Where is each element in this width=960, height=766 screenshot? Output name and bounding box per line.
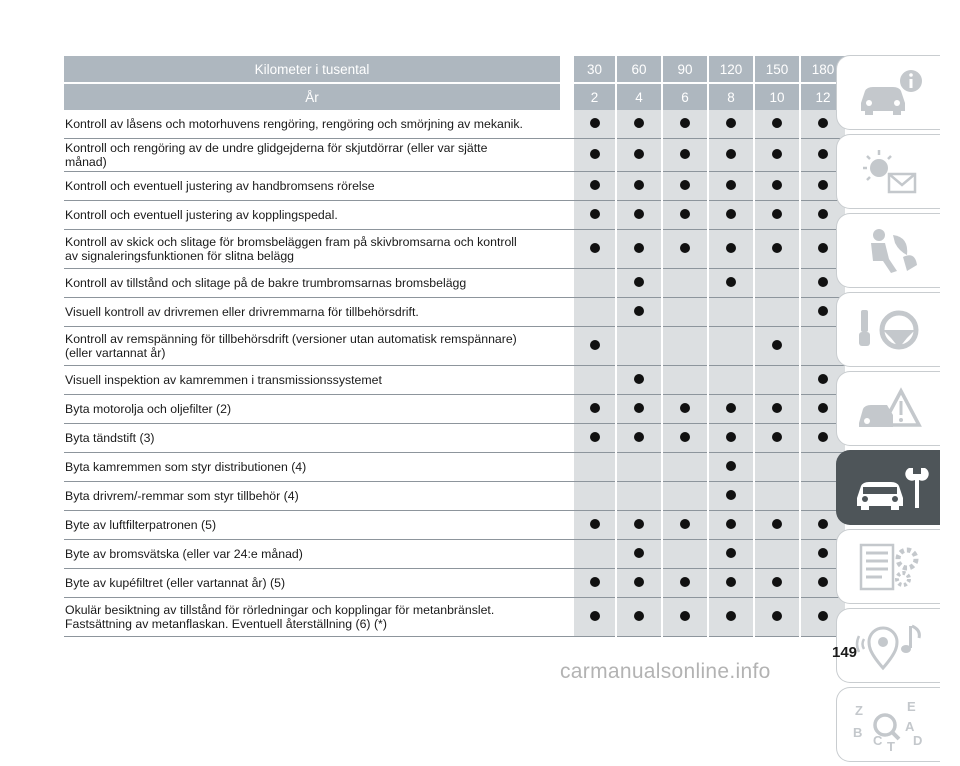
index-letter: B [852, 724, 862, 740]
service-dot [726, 432, 736, 442]
service-dot [590, 118, 600, 128]
index-letter: E [906, 698, 916, 714]
service-dot [634, 209, 644, 219]
service-dot [726, 243, 736, 253]
schedule-row-description: Byta tändstift (3) [64, 424, 560, 453]
km-value: 120 [708, 56, 754, 83]
schedule-row-description: Kontroll av remspänning för tillbehörsdrift (versioner utan automatisk remspännare) (eller vartannat år) [64, 327, 560, 366]
service-dot [772, 243, 782, 253]
schedule-row [64, 395, 845, 424]
year-value: 8 [708, 83, 754, 110]
service-dot [634, 277, 644, 287]
index-letter: T [886, 738, 895, 754]
schedule-cell [574, 453, 616, 482]
schedule-row [64, 139, 845, 172]
schedule-cell [754, 327, 800, 366]
schedule-cell [616, 366, 662, 395]
schedule-row-description: Okulär besiktning av tillstånd för rörledningar och kopplingar för metanbränslet. Fastsättning av metanflaskan. Eventuell återställning (6) (*) [64, 598, 560, 637]
sidebar-tab-index[interactable] [836, 687, 940, 762]
schedule-row [64, 110, 845, 139]
schedule-cell [574, 395, 616, 424]
schedule-cell [662, 269, 708, 298]
service-dot [680, 209, 690, 219]
sidebar-tab-lights-messages[interactable] [836, 134, 940, 209]
service-dot [726, 403, 736, 413]
schedule-cell [574, 482, 616, 511]
schedule-row [64, 569, 845, 598]
schedule-row [64, 540, 845, 569]
service-dot [634, 548, 644, 558]
schedule-row [64, 327, 845, 366]
year-value: 2 [574, 83, 616, 110]
service-dot [818, 149, 828, 159]
schedule-cell [662, 453, 708, 482]
watermark: carmanualsonline.info [560, 660, 771, 683]
schedule-row-description: Byte av kupéfiltret (eller vartannat år) (5) [64, 569, 560, 598]
service-dot [818, 403, 828, 413]
schedule-cell [574, 269, 616, 298]
service-dot [590, 340, 600, 350]
schedule-cell [574, 366, 616, 395]
schedule-cell [662, 201, 708, 230]
service-dot [772, 432, 782, 442]
media-note-icon [849, 616, 929, 676]
service-dot [726, 277, 736, 287]
index-letter: A [904, 718, 914, 734]
schedule-cell [616, 110, 662, 139]
schedule-cell [616, 298, 662, 327]
service-dot [590, 149, 600, 159]
schedule-row [64, 230, 845, 269]
service-dot [590, 519, 600, 529]
service-dot [818, 519, 828, 529]
service-dot [772, 118, 782, 128]
service-dot [772, 519, 782, 529]
schedule-row [64, 366, 845, 395]
schedule-cell [574, 139, 616, 172]
schedule-cell [574, 327, 616, 366]
schedule-row-description: Kontroll av skick och slitage för bromsbeläggen fram på skivbromsarna och kontroll av signaleringsfunktionen för slitna belägg [64, 230, 560, 269]
schedule-cell [662, 424, 708, 453]
schedule-cell [708, 453, 754, 482]
header-row-kilometers [64, 56, 845, 83]
km-value: 180 [800, 56, 845, 83]
key-steering-wheel-icon [849, 300, 929, 360]
schedule-cell [662, 366, 708, 395]
schedule-row-description: Byta motorolja och oljefilter (2) [64, 395, 560, 424]
schedule-row-description: Kontroll och eventuell justering av kopplingspedal. [64, 201, 560, 230]
service-dot [818, 306, 828, 316]
service-dot [772, 403, 782, 413]
service-dot [818, 577, 828, 587]
service-dot [772, 180, 782, 190]
service-dot [726, 519, 736, 529]
service-dot [680, 243, 690, 253]
schedule-cell [754, 172, 800, 201]
service-dot [590, 180, 600, 190]
service-dot [772, 149, 782, 159]
service-dot [726, 611, 736, 621]
years-label: År [64, 83, 560, 110]
km-value: 150 [754, 56, 800, 83]
schedule-cell [616, 172, 662, 201]
schedule-cell [754, 110, 800, 139]
km-value: 90 [662, 56, 708, 83]
service-dot [634, 403, 644, 413]
service-dot [818, 548, 828, 558]
service-dot [818, 374, 828, 384]
schedule-cell [616, 327, 662, 366]
schedule-row-description: Kontroll och rengöring av de undre glidgejderna för skjutdörrar (eller var sjätte månad) [64, 139, 560, 172]
service-dot [634, 374, 644, 384]
schedule-cell [616, 269, 662, 298]
service-dot [772, 209, 782, 219]
schedule-cell [616, 540, 662, 569]
index-letter: C [872, 732, 882, 748]
schedule-row [64, 453, 845, 482]
service-dot [634, 432, 644, 442]
schedule-cell [708, 598, 754, 637]
schedule-cell [708, 424, 754, 453]
schedule-row-description: Byta drivrem/-remmar som styr tillbehör (4) [64, 482, 560, 511]
schedule-cell [754, 139, 800, 172]
service-dot [590, 243, 600, 253]
schedule-cell [616, 230, 662, 269]
schedule-row [64, 482, 845, 511]
schedule-cell [708, 511, 754, 540]
service-dot [634, 306, 644, 316]
schedule-cell [574, 230, 616, 269]
schedule-row [64, 172, 845, 201]
service-dot [818, 277, 828, 287]
schedule-cell [754, 230, 800, 269]
service-dot [634, 243, 644, 253]
schedule-cell [574, 201, 616, 230]
service-dot [680, 149, 690, 159]
airbag-passenger-icon [849, 221, 929, 281]
schedule-cell [754, 366, 800, 395]
schedule-cell [708, 139, 754, 172]
maintenance-schedule-table [64, 56, 845, 637]
schedule-cell [616, 453, 662, 482]
schedule-cell [662, 482, 708, 511]
schedule-row [64, 269, 845, 298]
schedule-cell [708, 482, 754, 511]
service-dot [726, 577, 736, 587]
schedule-cell [616, 424, 662, 453]
km-value: 60 [616, 56, 662, 83]
schedule-cell [616, 598, 662, 637]
schedule-row [64, 201, 845, 230]
schedule-cell [616, 569, 662, 598]
schedule-row-description: Kontroll av tillstånd och slitage på de bakre trumbromsarnas bromsbelägg [64, 269, 560, 298]
schedule-row [64, 298, 845, 327]
schedule-cell [708, 230, 754, 269]
service-dot [818, 611, 828, 621]
schedule-cell [754, 511, 800, 540]
service-dot [680, 611, 690, 621]
service-dot [680, 519, 690, 529]
service-dot [726, 149, 736, 159]
alphabet-index-icon [849, 695, 929, 755]
index-letter: D [912, 732, 922, 748]
schedule-cell [616, 395, 662, 424]
schedule-cell [662, 511, 708, 540]
page-number: 149 [832, 644, 858, 661]
schedule-cell [708, 569, 754, 598]
sidebar-tab-safety[interactable] [836, 213, 940, 288]
schedule-cell [574, 569, 616, 598]
service-dot [634, 149, 644, 159]
schedule-cell [708, 269, 754, 298]
sidebar-tab-emergency[interactable] [836, 371, 940, 446]
service-dot [772, 340, 782, 350]
schedule-cell [754, 453, 800, 482]
schedule-cell [662, 139, 708, 172]
service-dot [634, 519, 644, 529]
schedule-cell [662, 298, 708, 327]
service-dot [818, 209, 828, 219]
schedule-cell [708, 110, 754, 139]
year-value: 12 [800, 83, 845, 110]
service-dot [680, 118, 690, 128]
kilometers-label: Kilometer i tusental [64, 56, 560, 83]
schedule-cell [574, 511, 616, 540]
schedule-cell [616, 201, 662, 230]
service-dot [634, 118, 644, 128]
schedule-cell [708, 298, 754, 327]
service-dot [726, 461, 736, 471]
schedule-row-description: Visuell inspektion av kamremmen i transmissionssystemet [64, 366, 560, 395]
sidebar-tab-technical-data[interactable] [836, 529, 940, 604]
schedule-cell [708, 366, 754, 395]
service-dot [634, 180, 644, 190]
service-dot [726, 180, 736, 190]
car-crash-warning-icon [849, 379, 929, 439]
service-dot [772, 577, 782, 587]
schedule-cell [574, 424, 616, 453]
schedule-cell [616, 139, 662, 172]
schedule-cell [754, 424, 800, 453]
schedule-cell [662, 598, 708, 637]
schedule-row-description: Byte av bromsvätska (eller var 24:e månad) [64, 540, 560, 569]
km-value: 30 [574, 56, 616, 83]
schedule-body [64, 110, 845, 637]
schedule-cell [662, 110, 708, 139]
service-dot [590, 577, 600, 587]
schedule-row-description: Kontroll och eventuell justering av handbromsens rörelse [64, 172, 560, 201]
service-dot [590, 209, 600, 219]
service-dot [680, 180, 690, 190]
schedule-row-description: Kontroll av låsens och motorhuvens rengöring, rengöring och smörjning av mekanik. [64, 110, 560, 139]
schedule-cell [574, 298, 616, 327]
light-envelope-icon [849, 142, 929, 202]
service-dot [818, 243, 828, 253]
schedule-cell [662, 569, 708, 598]
schedule-cell [574, 540, 616, 569]
schedule-row [64, 511, 845, 540]
service-dot [726, 490, 736, 500]
sidebar-tab-starting-driving[interactable] [836, 292, 940, 367]
year-value: 10 [754, 83, 800, 110]
schedule-cell [708, 201, 754, 230]
service-dot [818, 180, 828, 190]
service-dot [634, 611, 644, 621]
service-dot [726, 548, 736, 558]
schedule-cell [662, 327, 708, 366]
schedule-cell [708, 172, 754, 201]
service-dot [818, 118, 828, 128]
schedule-cell [574, 172, 616, 201]
service-dot [818, 432, 828, 442]
schedule-row-description: Byta kamremmen som styr distributionen (4) [64, 453, 560, 482]
schedule-cell [754, 395, 800, 424]
schedule-cell [662, 540, 708, 569]
schedule-cell [754, 201, 800, 230]
service-dot [634, 577, 644, 587]
schedule-cell [754, 598, 800, 637]
schedule-row-description: Byte av luftfilterpatronen (5) [64, 511, 560, 540]
car-info-icon [849, 63, 929, 123]
year-value: 6 [662, 83, 708, 110]
sidebar-tab-car-info[interactable] [836, 55, 940, 130]
sidebar-tab-maintenance[interactable] [836, 450, 940, 525]
schedule-cell [754, 569, 800, 598]
car-wrench-icon [849, 458, 929, 518]
service-dot [680, 577, 690, 587]
service-dot [726, 209, 736, 219]
schedule-cell [574, 110, 616, 139]
service-dot [590, 432, 600, 442]
schedule-cell [662, 395, 708, 424]
schedule-cell [662, 230, 708, 269]
index-letter: Z [854, 702, 863, 718]
service-dot [680, 403, 690, 413]
service-dot [680, 432, 690, 442]
schedule-cell [754, 298, 800, 327]
header-row-years [64, 83, 845, 110]
schedule-cell [662, 172, 708, 201]
schedule-cell [616, 482, 662, 511]
service-dot [590, 611, 600, 621]
year-value: 4 [616, 83, 662, 110]
schedule-cell [708, 395, 754, 424]
schedule-cell [708, 327, 754, 366]
schedule-row [64, 424, 845, 453]
schedule-cell [574, 598, 616, 637]
service-dot [772, 611, 782, 621]
schedule-cell [754, 482, 800, 511]
schedule-cell [616, 511, 662, 540]
list-gear-icon [849, 537, 929, 597]
schedule-row [64, 598, 845, 637]
schedule-cell [754, 269, 800, 298]
service-dot [726, 118, 736, 128]
service-dot [590, 403, 600, 413]
schedule-row-description: Visuell kontroll av drivremen eller drivremmarna för tillbehörsdrift. [64, 298, 560, 327]
schedule-cell [754, 540, 800, 569]
schedule-cell [708, 540, 754, 569]
